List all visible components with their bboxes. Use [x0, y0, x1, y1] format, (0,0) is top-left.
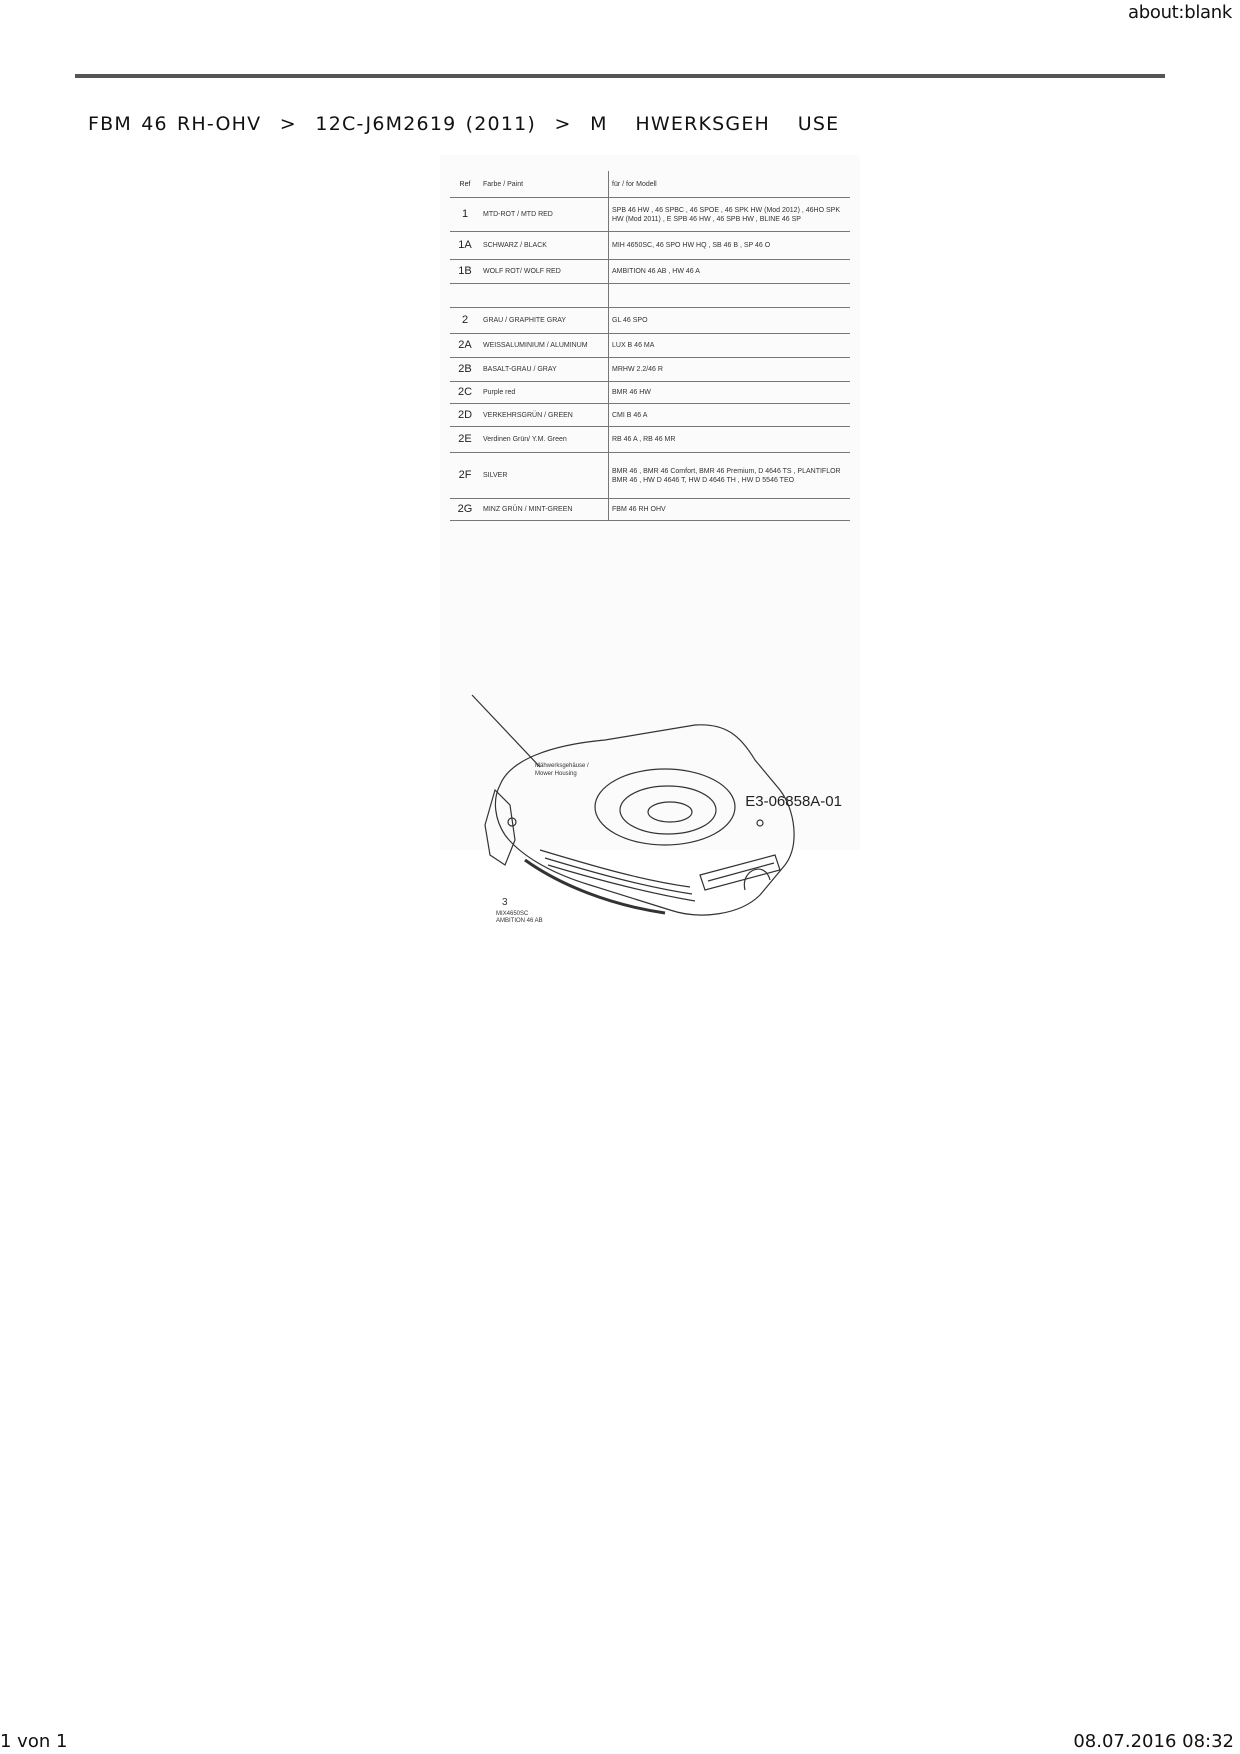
- table-row: [450, 453, 850, 499]
- row-models: CMI B 46 A: [609, 404, 851, 427]
- row-paint: WEISSALUMINIUM / ALUMINUM: [480, 334, 609, 358]
- housing-label-2: Mower Housing: [535, 771, 577, 777]
- table-row: [450, 198, 850, 232]
- row-models: MRHW 2.2/46 R: [609, 358, 851, 382]
- row-ref: 1B: [450, 260, 480, 284]
- row-ref: 2B: [450, 358, 480, 382]
- row-models: GL 46 SPO: [609, 308, 851, 334]
- table-row: [450, 499, 850, 521]
- part-note-2: AMBITION 46 AB: [496, 918, 543, 924]
- row-models: BMR 46 , BMR 46 Comfort, BMR 46 Premium, D 4646 TS , PLANTIFLOR BMR 46 , HW D 4646 T, HW D 4646 TH , HW D 5546 TEO: [609, 453, 851, 499]
- part-ref-3: 3: [502, 897, 508, 908]
- table-header-row: [450, 171, 850, 198]
- motor-mount: [648, 802, 692, 822]
- row-ref: 1A: [450, 232, 480, 260]
- table-row: [450, 382, 850, 404]
- row-paint: VERKEHRSGRÜN / GREEN: [480, 404, 609, 427]
- row-ref: 2F: [450, 453, 480, 499]
- row-paint: [480, 284, 609, 308]
- print-datetime: 08.07.2016 08:32: [1073, 1731, 1234, 1752]
- row-models: FBM 46 RH OHV: [609, 499, 851, 521]
- table-row: [450, 308, 850, 334]
- row-paint: MINZ GRÜN / MINT-GREEN: [480, 499, 609, 521]
- row-models: RB 46 A , RB 46 MR: [609, 427, 851, 453]
- page-count: 1 von 1: [0, 1731, 68, 1752]
- breadcrumb: FBM 46 RH-OHV > 12C-J6M2619 (2011) > M HWERKSGEH USE: [88, 113, 840, 135]
- row-ref: 2G: [450, 499, 480, 521]
- row-ref: 2D: [450, 404, 480, 427]
- row-ref: 1: [450, 198, 480, 232]
- table-row: [450, 232, 850, 260]
- table-row: [450, 358, 850, 382]
- header-ref: Ref: [450, 171, 480, 198]
- row-ref: 2: [450, 308, 480, 334]
- housing-outline: [495, 725, 794, 915]
- header-paint: Farbe / Paint: [480, 171, 609, 198]
- row-paint: Verdinen Grün/ Y.M. Green: [480, 427, 609, 453]
- row-paint: BASALT-GRAU / GRAY: [480, 358, 609, 382]
- row-paint: SILVER: [480, 453, 609, 499]
- table-row: [450, 404, 850, 427]
- row-ref: 2E: [450, 427, 480, 453]
- row-paint: MTD-ROT / MTD RED: [480, 198, 609, 232]
- row-models: [609, 284, 851, 308]
- housing-label-1: Mähwerksgehäuse /: [535, 763, 589, 769]
- handle-bracket: [485, 790, 515, 865]
- row-paint: WOLF ROT/ WOLF RED: [480, 260, 609, 284]
- leader-line: [472, 695, 540, 767]
- row-paint: GRAU / GRAPHITE GRAY: [480, 308, 609, 334]
- row-ref: [450, 284, 480, 308]
- parts-diagram-figure: [440, 155, 860, 924]
- header-model: für / for Modell: [609, 171, 851, 198]
- row-paint: SCHWARZ / BLACK: [480, 232, 609, 260]
- row-ref: 2A: [450, 334, 480, 358]
- header-divider: [75, 74, 1165, 78]
- table-row: [450, 334, 850, 358]
- row-models: SPB 46 HW , 46 SPBC , 46 SPOE , 46 SPK HW (Mod 2012) , 46HO SPK HW (Mod 2011) , E SPB 46 HW , 46 SPB HW , BLINE 46 SP: [609, 198, 851, 232]
- table-row: [450, 284, 850, 308]
- row-ref: 2C: [450, 382, 480, 404]
- deck-ring-inner: [620, 786, 716, 834]
- row-models: AMBITION 46 AB , HW 46 A: [609, 260, 851, 284]
- row-models: BMR 46 HW: [609, 382, 851, 404]
- row-models: LUX B 46 MA: [609, 334, 851, 358]
- table-row: [450, 260, 850, 284]
- row-paint: Purple red: [480, 382, 609, 404]
- browser-url: about:blank: [1128, 2, 1232, 23]
- table-row: [450, 427, 850, 453]
- paint-table: [450, 171, 850, 521]
- part-note-1: MIX4650SC: [496, 911, 529, 917]
- drawing-code: E3-06858A-01: [745, 793, 842, 810]
- row-models: MIH 4650SC, 46 SPO HW HQ , SB 46 B , SP 46 O: [609, 232, 851, 260]
